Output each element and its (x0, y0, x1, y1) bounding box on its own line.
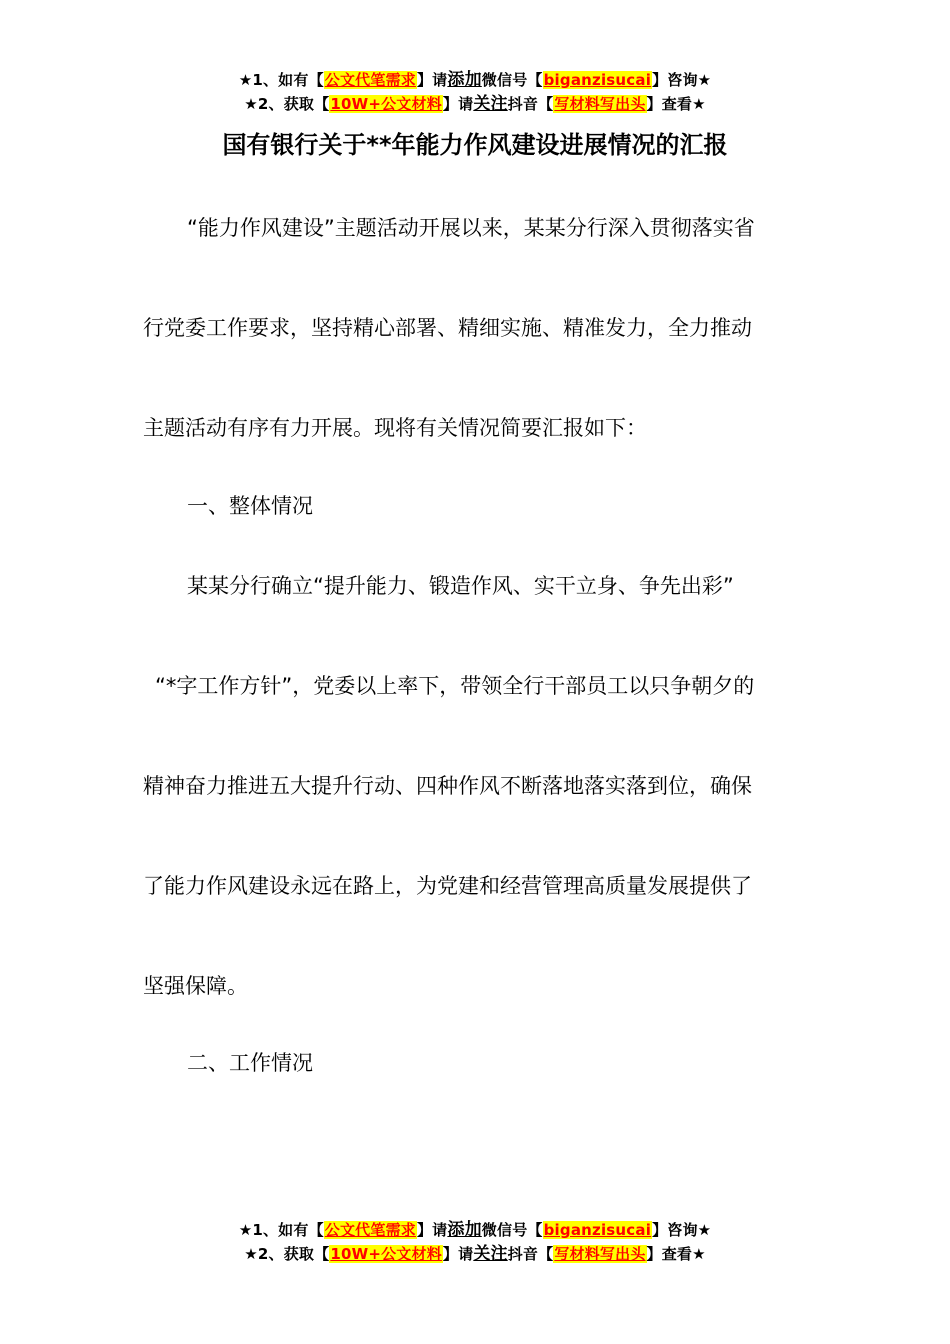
promo-line-2: ★2、获取【10W+公文材料】请关注抖音【写材料写出头】查看★ (244, 94, 706, 114)
promo-highlight-service: 公文代笔需求 (324, 71, 416, 89)
paragraph-line: “*字工作方针”，党委以上率下，带领全行干部员工以只争朝夕的 (155, 674, 755, 698)
paragraph-line: 坚强保障。 (143, 974, 248, 998)
promo-highlight-materials: 10W+公文材料 (330, 1245, 442, 1263)
document-title: 国有银行关于**年能力作风建设进展情况的汇报 (222, 131, 728, 159)
paragraph-line: “能力作风建设”主题活动开展以来，某某分行深入贯彻落实省 (187, 216, 755, 240)
promo-footer (0, 1218, 950, 1266)
paragraph-intro (143, 178, 808, 478)
promo-highlight-materials: 10W+公文材料 (330, 95, 442, 113)
paragraph-line: 主题活动有序有力开展。现将有关情况简要汇报如下： (143, 416, 647, 440)
promo-line-1: ★1、如有【公文代笔需求】请添加微信号【biganzisucai】咨询★ (238, 70, 712, 90)
promo-highlight-wechat-id: biganzisucai (543, 71, 652, 89)
heading-text: 一、整体情况 (187, 494, 313, 518)
promo-highlight-douyin: 写材料写出头 (554, 1245, 646, 1263)
section-heading-work (143, 1013, 808, 1113)
paragraph-overall (143, 536, 808, 1036)
promo-highlight-service: 公文代笔需求 (324, 1221, 416, 1239)
promo-line-1: ★1、如有【公文代笔需求】请添加微信号【biganzisucai】咨询★ (238, 1220, 712, 1240)
paragraph-line: 精神奋力推进五大提升行动、四种作风不断落地落实落到位，确保 (143, 774, 752, 798)
promo-header (0, 68, 950, 116)
heading-text: 二、工作情况 (187, 1051, 313, 1075)
paragraph-line: 某某分行确立“提升能力、锻造作风、实干立身、争先出彩” (187, 574, 734, 598)
promo-highlight-douyin: 写材料写出头 (554, 95, 646, 113)
paragraph-line: 了能力作风建设永远在路上，为党建和经营管理高质量发展提供了 (143, 874, 752, 898)
paragraph-line: 行党委工作要求，坚持精心部署、精细实施、精准发力，全力推动 (143, 316, 752, 340)
promo-highlight-wechat-id: biganzisucai (543, 1221, 652, 1239)
promo-line-2: ★2、获取【10W+公文材料】请关注抖音【写材料写出头】查看★ (244, 1244, 706, 1264)
